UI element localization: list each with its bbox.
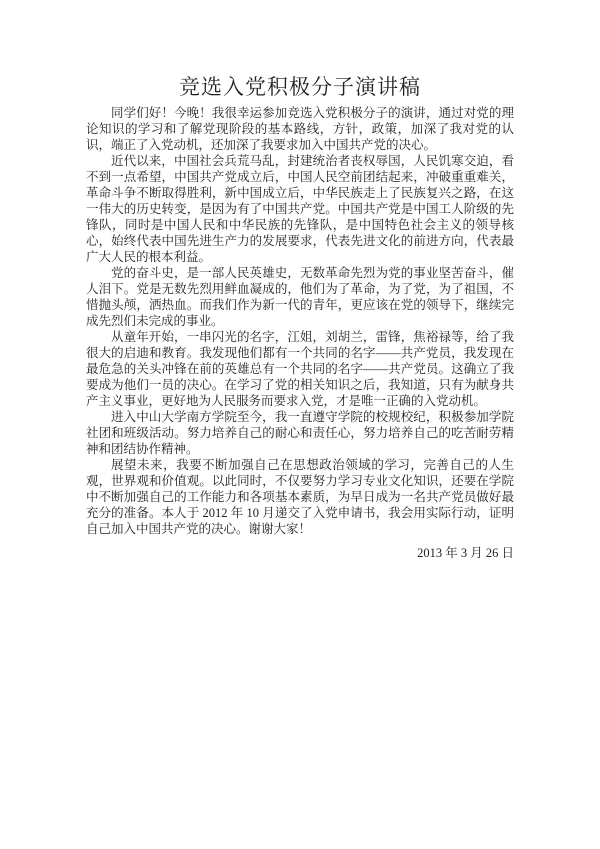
paragraph: 同学们好！今晚！我很幸运参加竞选入党积极分子的演讲，通过对党的理论知识的学习和了解党现阶段的基本路线，方针，政策，加深了我对党的认识，端正了入党动机，还加深了我要求加入中国共产党的决心。 — [86, 106, 514, 152]
paragraph: 近代以来，中国社会兵荒马乱，封建统治者丧权辱国，人民饥寒交迫，看不到一点希望，中国共产党成立后，中国人民空前团结起来，冲破重重难关，革命斗争不断取得胜利，新中国成立后，中华民族走上了民族复兴之路，在这一伟大的历史转变，是因为有了中国共产党。中国共产党是中国工人阶级的先锋队，同时是中国人民和中华民族的先锋队，是中国特色社会主义的领导核心，始终代表中国先进生产力的发展要求，代表先进文化的前进方向，代表最广大人民的根本利益。 — [86, 154, 514, 264]
paragraph: 党的奋斗史，是一部人民英雄史，无数革命先烈为党的事业坚苦奋斗，催人泪下。党是无数先烈用鲜血凝成的，他们为了革命，为了党，为了祖国，不惜抛头颅，洒热血。而我们作为新一代的青年，更应该在党的领导下，继续完成先烈们未完成的事业。 — [86, 266, 514, 328]
paragraph: 从童年开始，一串闪光的名字，江姐，刘胡兰，雷锋，焦裕禄等，给了我很大的启迪和教育。我发现他们都有一个共同的名字——共产党员，我发现在最危急的关头冲锋在前的英雄总有一个共同的名字——共产党员。这确立了我要成为他们一员的决心。在学习了党的相关知识之后，我知道，只有为献身共产主义事业，更好地为人民服务而要求入党，才是唯一正确的入党动机。 — [86, 330, 514, 408]
date-line: 2013 年 3 月 26 日 — [417, 546, 514, 560]
paragraph: 展望未来，我要不断加强自己在思想政治领域的学习，完善自己的人生观，世界观和价值观。以此同时，不仅要努力学习专业文化知识，还要在学院中不断加强自己的工作能力和各项基本素质，为早日成为一名共产党员做好最充分的准备。本人于 2012 年 10 月递交了入党申请书，我会用实际行动，证明自己加入中国共产党的决心。谢谢大家！ — [86, 458, 514, 536]
document-title: 竞选入党积极分子演讲稿 — [179, 75, 421, 99]
paragraph: 进入中山大学南方学院至今，我一直遵守学院的校规校纪，积极参加学院社团和班级活动。努力培养自己的耐心和责任心，努力培养自己的吃苦耐劳精神和团结协作精神。 — [86, 410, 514, 456]
document-body — [86, 105, 514, 537]
